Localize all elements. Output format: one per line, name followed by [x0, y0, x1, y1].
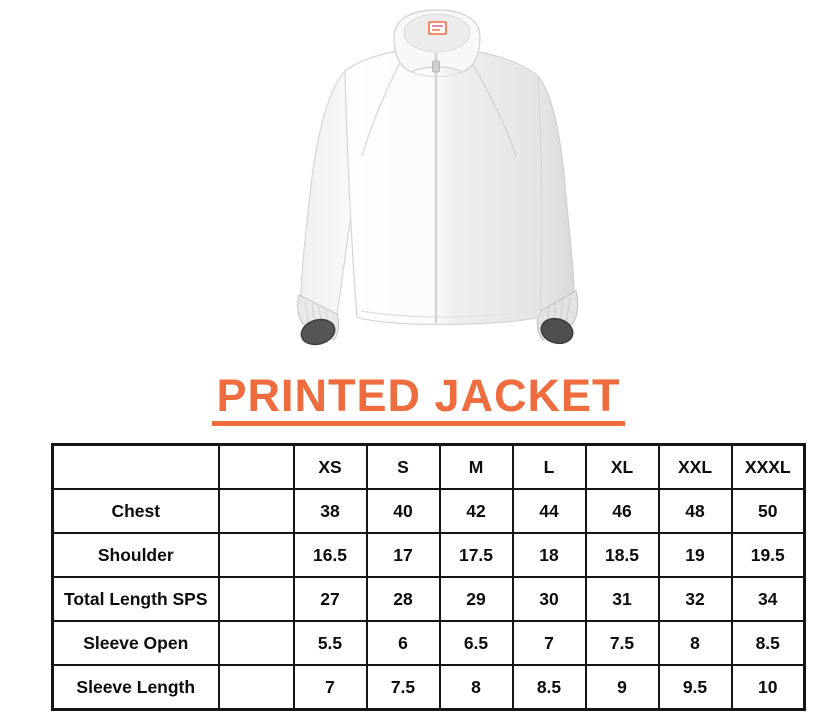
size-header: M: [440, 445, 513, 490]
collar-brand-label: [429, 22, 446, 34]
size-value: 9: [586, 665, 659, 710]
size-value: 40: [367, 489, 440, 533]
size-value: 27: [294, 577, 367, 621]
size-header: XXL: [659, 445, 732, 490]
size-value: 8: [440, 665, 513, 710]
size-header: S: [367, 445, 440, 490]
row-label: Sleeve Length: [53, 665, 219, 710]
size-value: 6: [367, 621, 440, 665]
table-row: [53, 577, 805, 621]
size-value: 8: [659, 621, 732, 665]
size-value: 50: [732, 489, 805, 533]
size-value: 31: [586, 577, 659, 621]
spacer-cell: [219, 533, 294, 577]
size-value: 19: [659, 533, 732, 577]
row-label: Total Length SPS: [53, 577, 219, 621]
spacer-cell: [219, 621, 294, 665]
zipper-pull: [433, 61, 440, 72]
size-chart: [51, 443, 806, 711]
size-chart-header-row: [53, 445, 805, 490]
size-value: 29: [440, 577, 513, 621]
row-label: Shoulder: [53, 533, 219, 577]
size-header: XL: [586, 445, 659, 490]
table-row: [53, 489, 805, 533]
row-label: Chest: [53, 489, 219, 533]
spacer-cell: [219, 489, 294, 533]
title-row: [0, 372, 837, 426]
size-value: 48: [659, 489, 732, 533]
size-value: 32: [659, 577, 732, 621]
size-header: XS: [294, 445, 367, 490]
jacket-image: [293, 5, 583, 349]
table-row: [53, 665, 805, 710]
size-value: 42: [440, 489, 513, 533]
spacer-cell: [219, 445, 294, 490]
size-value: 17.5: [440, 533, 513, 577]
size-value: 38: [294, 489, 367, 533]
table-row: [53, 621, 805, 665]
spacer-cell: [219, 665, 294, 710]
size-value: 7.5: [367, 665, 440, 710]
jacket-illustration: [293, 5, 583, 349]
size-value: 9.5: [659, 665, 732, 710]
page-title: PRINTED JACKET: [212, 372, 624, 426]
size-value: 6.5: [440, 621, 513, 665]
size-value: 18.5: [586, 533, 659, 577]
size-header: XXXL: [732, 445, 805, 490]
size-value: 7: [513, 621, 586, 665]
size-value: 5.5: [294, 621, 367, 665]
spacer-cell: [219, 577, 294, 621]
size-value: 8.5: [732, 621, 805, 665]
size-value: 30: [513, 577, 586, 621]
corner-cell: [53, 445, 219, 490]
size-header: L: [513, 445, 586, 490]
size-chart-table: [51, 443, 806, 711]
size-value: 34: [732, 577, 805, 621]
size-value: 18: [513, 533, 586, 577]
size-value: 10: [732, 665, 805, 710]
jacket-body: [345, 48, 542, 325]
size-value: 16.5: [294, 533, 367, 577]
size-value: 44: [513, 489, 586, 533]
table-row: [53, 533, 805, 577]
size-value: 7: [294, 665, 367, 710]
size-value: 8.5: [513, 665, 586, 710]
size-value: 7.5: [586, 621, 659, 665]
row-label: Sleeve Open: [53, 621, 219, 665]
size-value: 28: [367, 577, 440, 621]
size-value: 17: [367, 533, 440, 577]
size-value: 19.5: [732, 533, 805, 577]
size-value: 46: [586, 489, 659, 533]
